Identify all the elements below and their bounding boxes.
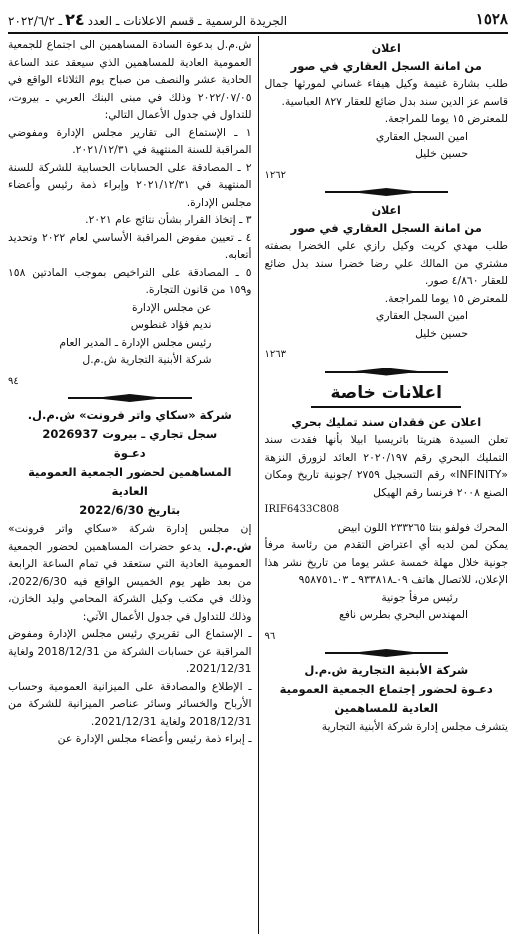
- sky-agenda-item: ـ إبراء ذمة رئيس وأعضاء مجلس الإدارة عن: [57, 732, 252, 745]
- special-ad-signer-role: رئيس مرفأ جونية: [381, 590, 458, 604]
- ad2-title: من امانة السجل العقاري في صور: [290, 220, 482, 235]
- special-ad-title: اعلان عن فقدان سند تمليك بحري: [291, 414, 482, 429]
- sky-intro-lead: إن مجلس إدارة شركة «سكاي واتر فرونت»: [8, 522, 252, 535]
- sky-purpose: المساهمين لحضور الجمعية العمومية العادية: [28, 465, 232, 498]
- agenda-item: ٥ ـ المصادقة على التراخيص بموجب المادتين ١٥٨ و١٥٩ من قانون التجارة.: [8, 265, 252, 296]
- ad2-signer-name: حسين خليل: [415, 326, 468, 340]
- special-ad-engine: المحرك فولفو بنتا ٢٣٣٢٦٥ اللون ابيض: [337, 520, 508, 534]
- ad2-body: طلب مهدي كريت وكيل رازي علي الخضرا بصفته مشتري من المالك علي رضا خضرا سند بدل ضائع للعقار ٤/٨٦٠ صور.: [264, 239, 508, 287]
- special-ad-body: تعلن السيدة هنريتا باتريسيا ابيلا بأنها فقدت سند التمليك البحري رقم ٢٠٢٠/١٩٧ العائد لزورق النزهة «INFINITY» رقم التسجيل ٢٧٥٩ /جونية تاريخ ومكان الصنع ٢٠٠٨ فرنسا رقم الهيكل: [264, 433, 508, 499]
- chairman-name: نديم فؤاد غنطوس: [130, 318, 212, 331]
- ad1-body: طلب بشارة غنيمة وكيل هيفاء غساني لمورثها جمال قاسم عز الدين سند بدل ضائع للعقار ٨٢٧ العباسية.: [264, 77, 508, 108]
- chairman-title: رئيس مجلس الإدارة ـ المدير العام: [59, 335, 212, 349]
- running-title: [8, 10, 287, 29]
- sky-intro-bold: ش.م.ل.: [207, 539, 252, 553]
- page-header: [8, 8, 508, 34]
- agenda-item: ١ ـ الإستماع الى تقارير مجلس الإدارة ومفوضي المراقبة للسنة المنتهية في ٢٠٢١/١٢/٣١.: [8, 125, 252, 156]
- page-number: ١٥٢٨: [475, 10, 508, 28]
- ad1-signer-role: امين السجل العقاري: [375, 129, 468, 143]
- divider: [8, 392, 252, 404]
- signing-company: شركة الأبنية التجارية ش.م.ل: [82, 353, 212, 366]
- ad1-objection: للمعترض ١٥ يوما للمراجعة.: [384, 112, 508, 125]
- agenda-item: ٢ ـ المصادقة على الحسابات الحسابية للشركة للسنة المنتهية في ٢٠٢١/١٢/٣١ وإبراء ذمة رئيس وأعضاء مجلس الإدارة.: [8, 160, 252, 209]
- board-signature: عن مجلس الإدارة: [132, 300, 212, 314]
- right-column: [259, 36, 509, 934]
- running-title-prefix: الجريدة الرسمية ـ قسم الاعلانات ـ العدد: [87, 13, 288, 28]
- page-columns: [8, 36, 508, 934]
- company-name: شركة الأبنية التجارية ش.م.ل: [304, 663, 469, 677]
- ad2-objection: للمعترض ١٥ يوما للمراجعة.: [384, 291, 508, 305]
- divider: [265, 647, 509, 659]
- running-title-date: ـ ٢٠٢٢/٦/٢: [8, 13, 63, 28]
- agenda-item: ٣ ـ إتخاذ القرار بشأن نتائج عام ٢٠٢١.: [85, 213, 252, 226]
- sky-agenda-item: ـ الإطلاع والمصادقة على الميزانية العمومية وحساب الأرباح والخسائر وسائر عناصر الميزانية للشركة من 2018/12/31 ولغاية 2021/12/31.: [8, 679, 252, 728]
- meeting-ref: ٩٤: [8, 375, 19, 387]
- special-ad-objection: يمكن لمن لديه أي اعتراض التقدم من رئاسة مرفأ جونية خلال مهلة خمسة عشر يوما من تاريخ نشر هذا الإعلان، للاتصال هاتف ٠٩ـ٩٣٣٨١٨ ـ ٠٣ـ٩٥٨٧٥١: [264, 538, 508, 586]
- issue-number: ٢٤: [65, 9, 85, 29]
- special-ad-ref: ٩٦: [264, 630, 276, 642]
- sky-company-name: شركة «سكاي واتر فرونت» ش.م.ل.: [27, 408, 232, 422]
- agenda-item: ٤ ـ تعيين مفوض المراقبة الأساسي لعام ٢٠٢٢ وتحديد أتعابه.: [8, 230, 252, 261]
- left-column: [8, 36, 259, 934]
- sky-invite: دعـوة: [113, 446, 146, 460]
- meeting-body: ش.م.ل بدعوة السادة المساهمين الى اجتماع للجمعية العمومية العادية للمساهمين الذي سيعقد عند الساعة الحادية عشر والنصف من صباح يوم الثلاثاء الواقع في ٢٠٢٢/٠٧/٠٥ وذلك في مبنى البنك العربي ـ بيروت، للتداول في جدول الأعمال التالي:: [8, 38, 252, 121]
- company-invite: دعـوة لحضور إجتماع الجمعية العمومية: [279, 682, 493, 696]
- ad1-label: اعلان: [371, 42, 401, 55]
- special-ads-heading: اعلانات خاصة: [330, 382, 442, 403]
- sky-registry: سجل تجاري ـ بيروت 2026937: [42, 427, 218, 441]
- sky-intro-rest: يدعو حضرات المساهمين لحضور الجمعية العمومية العادية التي ستعقد في تمام الساعة الرابعة من بعد ظهر يوم الخميس الواقع فيه 2022/6/30، وذلك في مكتب وكيل الشركة المحامي وليد الخازن، وذلك للتداول في جدول الأعمال الآتي:: [8, 539, 252, 623]
- ad2-ref: ١٢٦٣: [264, 349, 286, 360]
- heading-rule: [311, 406, 461, 408]
- sky-date: بتاريخ 2022/6/30: [79, 503, 181, 517]
- ad1-title: من امانة السجل العقاري في صور: [290, 58, 482, 73]
- special-ad-signer-name: المهندس البحري بطرس نافع: [338, 608, 468, 621]
- special-ad-hull: IRIF6433C808: [264, 504, 340, 515]
- ad1-ref: ١٢٦٢: [264, 169, 286, 181]
- sky-intro: [8, 520, 252, 625]
- ad2-signer-role: امين السجل العقاري: [375, 309, 468, 322]
- company-body: يتشرف مجلس إدارة شركة الأبنية التجارية: [321, 720, 508, 733]
- ad2-label: اعلان: [371, 204, 401, 217]
- divider: [265, 186, 509, 198]
- ad1-signer-name: حسين خليل: [415, 147, 468, 160]
- sky-agenda-item: ـ الإستماع الى تقريري رئيس مجلس الإدارة ومفوض المراقبة عن حسابات الشركة من 2018/12/31 ولغاية 2021/12/31.: [8, 627, 252, 675]
- company-invite-cont: العادية للمساهمين: [334, 701, 439, 715]
- divider: [265, 366, 509, 378]
